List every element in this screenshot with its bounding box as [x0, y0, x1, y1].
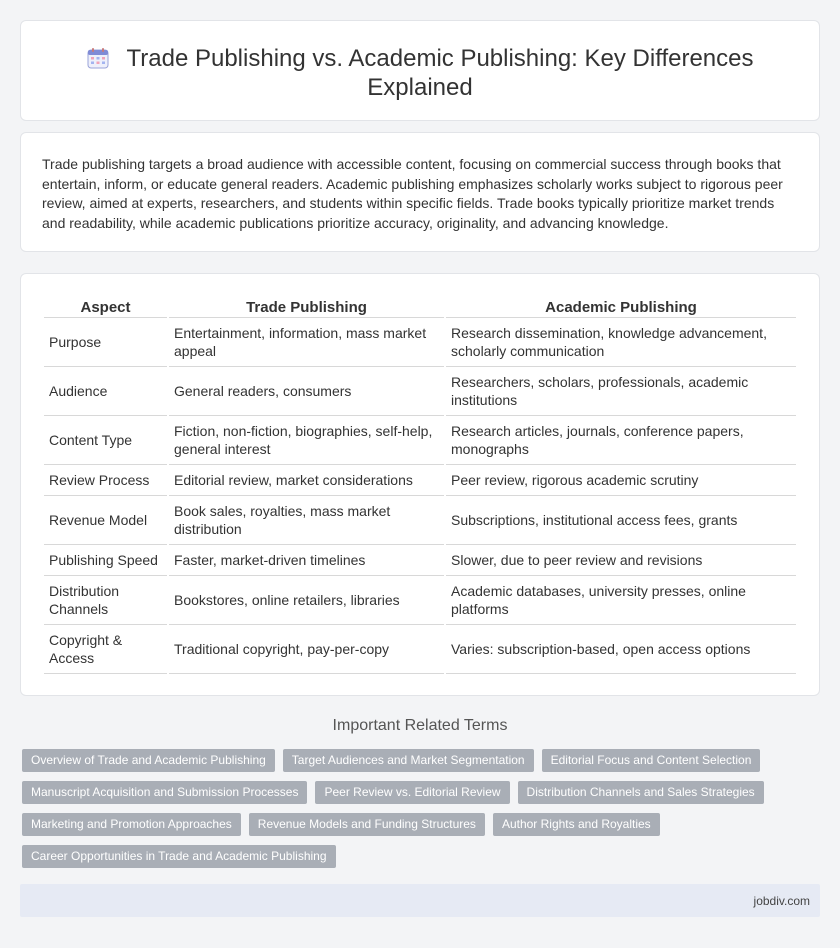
comparison-table	[42, 296, 798, 674]
related-term-tag[interactable]: Marketing and Promotion Approaches	[22, 813, 241, 836]
header-trade: Trade Publishing	[169, 296, 444, 318]
cell-academic: Varies: subscription-based, open access options	[446, 625, 796, 674]
table-row	[44, 416, 796, 465]
cell-trade: Faster, market-driven timelines	[169, 545, 444, 576]
cell-academic: Research articles, journals, conference papers, monographs	[446, 416, 796, 465]
page-title: Trade Publishing vs. Academic Publishing: Key Differences Explained	[126, 45, 754, 101]
cell-trade: Bookstores, online retailers, libraries	[169, 576, 444, 625]
related-term-tag[interactable]: Target Audiences and Market Segmentation	[283, 749, 534, 772]
table-row	[44, 496, 796, 545]
table-row	[44, 318, 796, 367]
cell-trade: General readers, consumers	[169, 367, 444, 416]
cell-academic: Researchers, scholars, professionals, academic institutions	[446, 367, 796, 416]
related-term-tag[interactable]: Editorial Focus and Content Selection	[542, 749, 761, 772]
related-term-tag[interactable]: Overview of Trade and Academic Publishing	[22, 749, 275, 772]
cell-aspect: Audience	[44, 367, 167, 416]
table-header-row	[44, 296, 796, 318]
header-aspect: Aspect	[44, 296, 167, 318]
cell-aspect: Purpose	[44, 318, 167, 367]
table-row	[44, 625, 796, 674]
cell-aspect: Revenue Model	[44, 496, 167, 545]
table-row	[44, 465, 796, 496]
footer	[20, 884, 820, 917]
cell-trade: Traditional copyright, pay-per-copy	[169, 625, 444, 674]
related-term-tag[interactable]: Manuscript Acquisition and Submission Processes	[22, 781, 307, 804]
table-row	[44, 576, 796, 625]
related-term-tag[interactable]: Peer Review vs. Editorial Review	[315, 781, 509, 804]
cell-aspect: Copyright & Access	[44, 625, 167, 674]
cell-aspect: Publishing Speed	[44, 545, 167, 576]
cell-academic: Academic databases, university presses, online platforms	[446, 576, 796, 625]
related-term-tag[interactable]: Distribution Channels and Sales Strategies	[518, 781, 764, 804]
cell-aspect: Content Type	[44, 416, 167, 465]
cell-trade: Editorial review, market considerations	[169, 465, 444, 496]
related-term-tag[interactable]: Revenue Models and Funding Structures	[249, 813, 485, 836]
header-academic: Academic Publishing	[446, 296, 796, 318]
cell-academic: Slower, due to peer review and revisions	[446, 545, 796, 576]
table-row	[44, 367, 796, 416]
cell-trade: Entertainment, information, mass market appeal	[169, 318, 444, 367]
related-term-tag[interactable]: Career Opportunities in Trade and Academic Publishing	[22, 845, 336, 868]
comparison-card	[20, 273, 820, 696]
cell-aspect: Review Process	[44, 465, 167, 496]
title-card	[20, 20, 820, 121]
cell-aspect: Distribution Channels	[44, 576, 167, 625]
related-terms-heading: Important Related Terms	[332, 717, 508, 734]
calendar-icon	[87, 47, 109, 69]
cell-academic: Subscriptions, institutional access fees, grants	[446, 496, 796, 545]
cell-academic: Research dissemination, knowledge advancement, scholarly communication	[446, 318, 796, 367]
cell-trade: Book sales, royalties, mass market distribution	[169, 496, 444, 545]
footer-site-link[interactable]: jobdiv.com	[753, 894, 810, 908]
page-title-wrap	[21, 44, 819, 102]
related-terms-list	[22, 749, 822, 868]
related-term-tag[interactable]: Author Rights and Royalties	[493, 813, 660, 836]
table-row	[44, 545, 796, 576]
intro-card	[20, 132, 820, 252]
cell-academic: Peer review, rigorous academic scrutiny	[446, 465, 796, 496]
cell-trade: Fiction, non-fiction, biographies, self-help, general interest	[169, 416, 444, 465]
intro-text: Trade publishing targets a broad audience with accessible content, focusing on commercial success through books that entertain, inform, or educate general readers. Academic publishing emphasizes scholarly works subject to rigorous peer review, aimed at experts, researchers, and students within specific fields. Trade books typically prioritize market trends and readability, while academic publications prioritize accuracy, originality, and advancing knowledge.	[42, 156, 783, 231]
